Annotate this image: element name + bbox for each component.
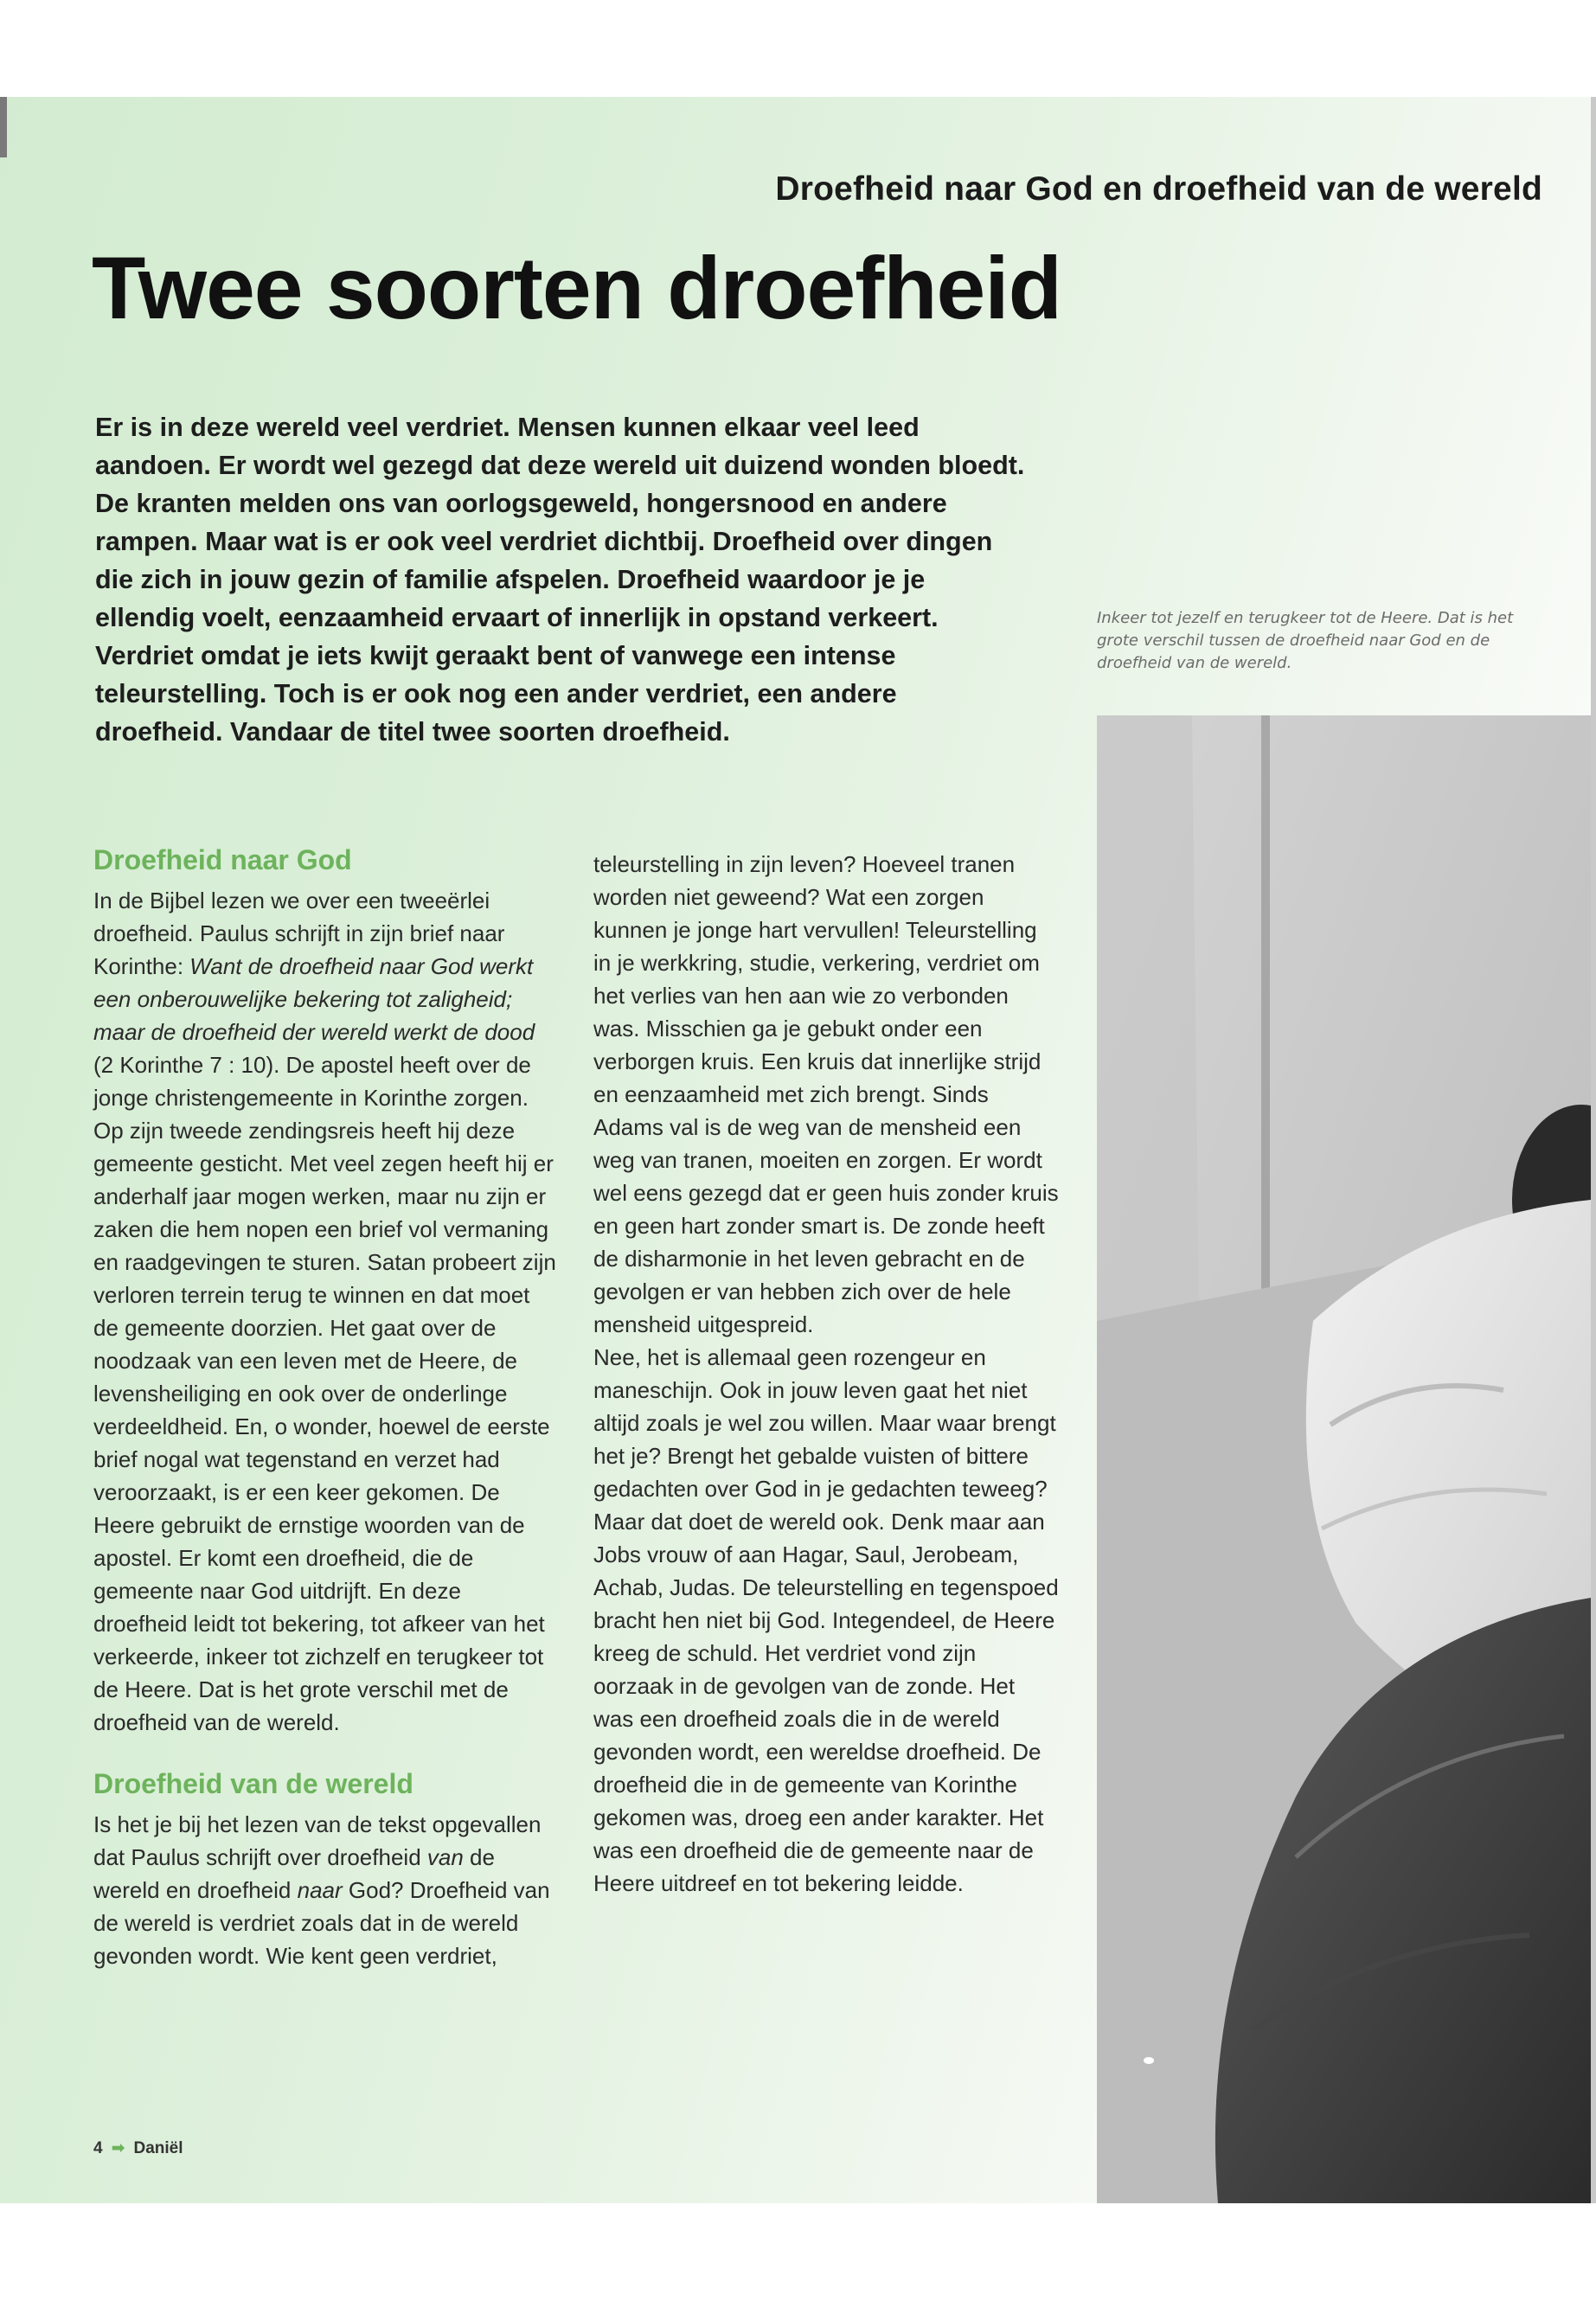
article-title: Twee soorten droefheid [92,239,1061,337]
photo-caption: Inkeer tot jezelf en terugkeer tot de Heere. Dat is het grote verschil tussen de droefheid naar God en de droefheid van de wereld. [1097,609,1514,672]
paragraph: teleurstelling in zijn leven? Hoeveel tranen worden niet geweend? Wat een zorgen kunnen je jonge hart vervullen! Teleurstelling in je werkkring, studie, verkering, verdriet om het verlies van hen aan wie zo verbonden was. Misschien ga je gebukt onder een verborgen kruis. Een kruis dat innerlijke strijd en eenzaamheid met zich brengt. Sinds Adams val is de weg van de mensheid een weg van tranen, moeiten en zorgen. Er wordt wel eens gezegd dat er geen huis zonder kruis en geen hart zonder smart is. De zonde heeft de disharmonie in het leven gebracht en de gevolgen er van hebben zich over de hele mensheid uitgespreid. [593,851,1059,1337]
text-column-left [93,841,561,1972]
paragraph: Is het je bij het lezen van de tekst opgevallen dat Paulus schrijft over droefheid van de wereld en droefheid naar God? Droefheid van de wereld is verdriet zoals dat in de wereld gevonden wordt. Wie kent geen verdriet, [93,1811,550,1969]
text-column-right [593,848,1061,1900]
page-number: 4 [93,2139,103,2157]
paragraph: In de Bijbel lezen we over een tweeërlei droefheid. Paulus schrijft in zijn brief naar Korinthe: Want de droefheid naar God werkt een onberouwelijke bekering tot zaligheid; maar de droefheid der wereld werkt de dood (2 Korinthe 7 : 10). De apostel heeft over de jonge christengemeente in Korinthe zorgen. Op zijn tweede zendingsreis heeft hij deze gemeente gesticht. Met veel zegen heeft hij er anderhalf jaar mogen werken, maar nu zijn er zaken die hem nopen een brief vol vermaning en raadgevingen te sturen. Satan probeert zijn verloren terrein terug te winnen en dat moet de gemeente doorzien. Het gaat over de noodzaak van een leven met de Heere, de levensheiliging en ook over de onderlinge verdeeldheid. En, o wonder, hoewel de eerste brief nogal wat tegenstand en verzet had veroorzaakt, is er een keer gekomen. De Heere gebruikt de ernstige woorden van de apostel. Er komt een droefheid, die de gemeente naar God uitdrijft. En deze droefheid leidt tot bekering, tot afkeer van het verkeerde, inkeer tot zichzelf en terugkeer tot de Heere. Dat is het grote verschil met de droefheid van de wereld. [93,888,556,1735]
magazine-name: Daniël [133,2139,183,2157]
section-header: Droefheid naar God en droefheid van de wereld [775,170,1542,208]
intro-paragraph: Er is in deze wereld veel verdriet. Mensen kunnen elkaar veel leed aandoen. Er wordt wel gezegd dat deze wereld uit duizend wonden bloedt. De kranten melden ons van oorlogsgeweld, hongersnood en andere rampen. Maar wat is er ook veel verdriet dichtbij. Droefheid over dingen die zich in jouw gezin of familie afspelen. Droefheid waardoor je je ellendig voelt, eenzaamheid ervaart of innerlijk in opstand verkeert. Verdriet omdat je iets kwijt geraakt bent of vanwege een intense teleurstelling. Toch is er ook nog een ander verdriet, een andere droefheid. Vandaar de titel twee soorten droefheid. [95,413,1025,747]
photo-person-sitting [1097,715,1591,2203]
subheading-droefheid-naar-god: Droefheid naar God [93,844,352,875]
page-footer [93,2138,183,2158]
arrow-icon: ➡ [111,2139,125,2157]
photo-person-sitting-icon [1097,715,1591,2203]
page-edge-mark [0,97,7,157]
subheading-droefheid-van-de-wereld: Droefheid van de wereld [93,1768,413,1799]
page-right-edge [1591,97,1596,2203]
bible-quote: Want de droefheid naar God werkt een onberouwelijke bekering tot zaligheid; maar de droefheid der wereld werkt de dood [93,953,535,1045]
magazine-page [0,97,1596,2203]
paragraph: Nee, het is allemaal geen rozengeur en maneschijn. Ook in jouw leven gaat het niet altijd zoals je wel zou willen. Maar waar brengt het je? Brengt het gebalde vuisten of bittere gedachten over God in je gedachten teweeg? Maar dat doet de wereld ook. Denk maar aan Jobs vrouw of aan Hagar, Saul, Jerobeam, Achab, Judas. De teleurstelling en tegenspoed bracht hen niet bij God. Integendeel, de Heere kreeg de schuld. Het verdriet vond zijn oorzaak in de gevolgen van de zonde. Het was een droefheid zoals die in de wereld gevonden wordt, een wereldse droefheid. De droefheid die in de gemeente van Korinthe gekomen was, droeg een ander karakter. Het was een droefheid die de gemeente naar de Heere uitdreef en tot bekering leidde. [593,1344,1059,1896]
